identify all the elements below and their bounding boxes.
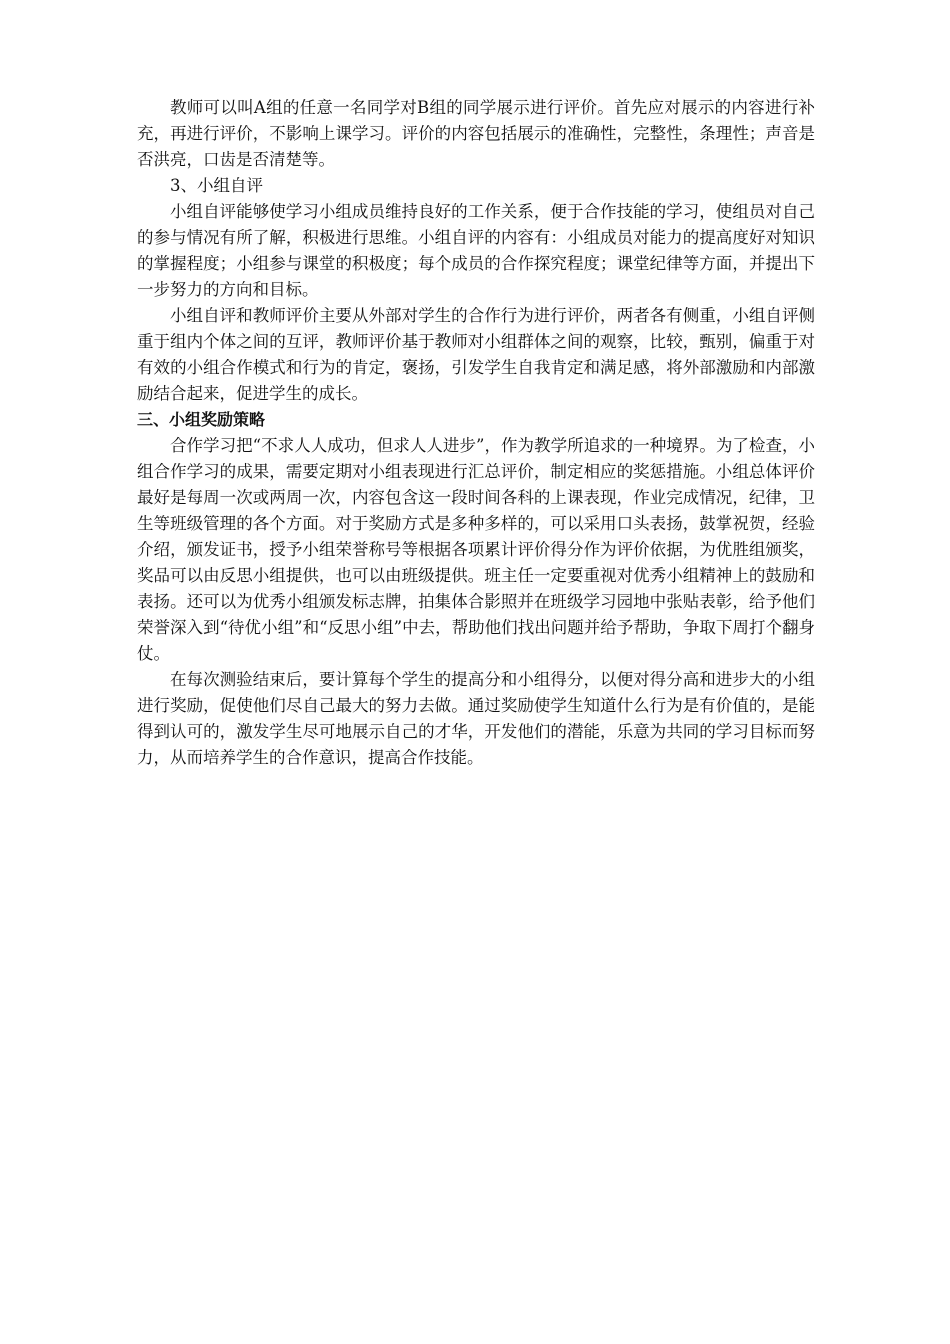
paragraph-teacher-evaluation: 教师可以叫A组的任意一名同学对B组的同学展示进行评价。首先应对展示的内容进行补充，再进行评价，不影响上课学习。评价的内容包括展示的准确性，完整性，条理性；声音是否洪亮，口齿是否清楚等。	[137, 98, 815, 169]
paragraph-reward-methods: 合作学习把“不求人人成功，但求人人进步”，作为教学所追求的一种境界。为了检查，小组合作学习的成果，需要定期对小组表现进行汇总评价，制定相应的奖惩措施。小组总体评价最好是每周一次或两周一次，内容包含这一段时间各科的上课表现，作业完成情况，纪律，卫生等班级管理的各个方面。对于奖励方式是多种多样的，可以采用口头表扬，鼓掌祝贺，经验介绍，颁发证书，授予小组荣誉称号等根据各项累计评价得分作为评价依据，为优胜组颁奖，奖品可以由反思小组提供，也可以由班级提供。班主任一定要重视对优秀小组精神上的鼓励和表扬。还可以为优秀小组颁发标志牌，拍集体合影照并在班级学习园地中张贴表彰，给予他们荣誉深入到“待优小组”和“反思小组”中去，帮助他们找出问题并给予帮助，争取下周打个翻身仗。	[137, 436, 815, 663]
document-page	[137, 95, 815, 771]
paragraph-evaluation-comparison: 小组自评和教师评价主要从外部对学生的合作行为进行评价，两者各有侧重，小组自评侧重于组内个体之间的互评，教师评价基于教师对小组群体之间的观察，比较，甄别，偏重于对有效的小组合作模式和行为的肯定，褒扬，引发学生自我肯定和满足感，将外部激励和内部激励结合起来，促进学生的成长。	[137, 306, 815, 403]
subheading-group-self-evaluation: 3、小组自评	[170, 176, 263, 195]
section-heading-reward-strategy: 三、小组奖励策略	[137, 410, 266, 429]
paragraph-test-rewards: 在每次测验结束后，要计算每个学生的提高分和小组得分，以便对得分高和进步大的小组进行奖励，促使他们尽自己最大的努力去做。通过奖励使学生知道什么行为是有价值的，是能得到认可的，激发学生尽可地展示自己的才华，开发他们的潜能，乐意为共同的学习目标而努力，从而培养学生的合作意识，提高合作技能。	[137, 670, 815, 767]
paragraph-group-self-evaluation: 小组自评能够使学习小组成员维持良好的工作关系，便于合作技能的学习，使组员对自己的参与情况有所了解，积极进行思维。小组自评的内容有：小组成员对能力的提高度好对知识的掌握程度；小组参与课堂的积极度；每个成员的合作探究程度；课堂纪律等方面，并提出下一步努力的方向和目标。	[137, 202, 815, 299]
